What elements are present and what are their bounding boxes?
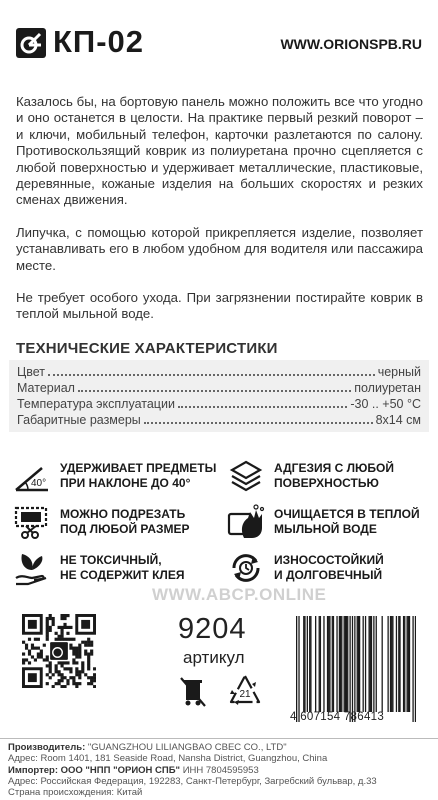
no-trash-bin-icon	[178, 676, 208, 708]
producer-line	[8, 742, 430, 753]
website-link[interactable]: WWW.ORIONSPB.RU	[280, 36, 422, 52]
angle-40-icon	[12, 456, 52, 496]
spec-row	[17, 364, 421, 380]
feature-item	[12, 502, 190, 542]
feature-item	[12, 548, 184, 588]
watermark: WWW.ABCP.ONLINE	[152, 585, 327, 604]
footer	[0, 738, 438, 800]
feature-label: МОЖНО ПОДРЕЗАТЬ	[60, 507, 186, 521]
importer-label: Импортер: ООО "НПП "ОРИОН СПБ"	[8, 764, 181, 776]
importer-address: Адрес: Российская Федерация, 192283, Санкт-Петербург, Загребский бульвар, д.33	[8, 775, 377, 787]
eco-leaf-icon	[12, 548, 52, 588]
spec-key: Температура эксплуатации	[17, 397, 175, 411]
header	[0, 0, 438, 88]
barcode	[296, 616, 416, 726]
article-label: артикул	[183, 648, 245, 667]
feature-label: ПОД ЛЮБОЙ РАЗМЕР	[60, 522, 190, 536]
producer-name: "GUANGZHOU LILIANGBAO CBEC CO., LTD"	[85, 742, 287, 753]
spec-key: Материал	[17, 381, 75, 395]
spec-row	[17, 396, 421, 412]
spec-value: 8х14 см	[375, 413, 421, 427]
description-paragraph: Казалось бы, на бортовую панель можно положить все что угодно и оно останется в целости. На практике первый резкий поворот – и ключи, мобильный телефон, карточки разлетаются по салону. Противоскользящий коврик из полиуретана прочно сцепляется с любой поверхностью и удерживает металлические, пластиковые, деревянные, кожаные изделия на больших скоростях и резких сменах движения.	[16, 94, 423, 208]
wash-hand-icon	[226, 502, 266, 542]
feature-item	[226, 456, 394, 496]
feature-label: МЫЛЬНОЙ ВОДЕ	[274, 522, 377, 536]
feature-label: УДЕРЖИВАЕТ ПРЕДМЕТЫ	[60, 461, 217, 475]
feature-item	[12, 456, 216, 496]
description-paragraph: Липучка, с помощью которой прикрепляется изделие, позволяет устанавливать его в любом удобном для водителя или пассажира месте.	[16, 224, 423, 273]
durable-cycle-icon	[226, 548, 266, 588]
feature-item	[226, 502, 420, 542]
feature-label: ОЧИЩАЕТСЯ В ТЕПЛОЙ	[274, 507, 420, 521]
spec-row	[17, 380, 421, 396]
spec-value: -30 .. +50 °С	[350, 397, 421, 411]
feature-label: НЕ ТОКСИЧНЫЙ,	[60, 553, 162, 567]
recycle-code: 21	[239, 689, 251, 700]
orion-logo-icon	[16, 28, 46, 58]
specs-title: ТЕХНИЧЕСКИЕ ХАРАКТЕРИСТИКИ	[16, 340, 278, 357]
spec-value: полиуретан	[354, 381, 421, 395]
spec-row	[17, 412, 421, 428]
specs-table	[9, 360, 429, 432]
feature-label: НЕ СОДЕРЖИТ КЛЕЯ	[60, 568, 185, 582]
feature-label: ПРИ НАКЛОНЕ ДО 40°	[60, 476, 191, 490]
svg-text:40°: 40°	[31, 478, 47, 489]
producer-label: Производитель:	[8, 742, 86, 753]
product-title: КП-02	[53, 24, 145, 59]
feature-label: АДГЕЗИЯ С ЛЮБОЙ	[274, 461, 394, 475]
qr-code[interactable]	[22, 614, 96, 688]
article-number: 9204	[178, 613, 247, 645]
recycle-icon	[226, 672, 264, 710]
cut-to-size-icon	[12, 502, 52, 542]
spec-value: черный	[377, 365, 421, 379]
importer-line	[8, 765, 430, 776]
feature-item	[226, 548, 384, 588]
layers-adhesion-icon	[226, 456, 266, 496]
description	[16, 94, 423, 339]
spec-key: Габаритные размеры	[17, 413, 141, 427]
description-paragraph: Не требует особого ухода. При загрязнении постирайте коврик в теплой мыльной воде.	[16, 290, 423, 322]
barcode-digits: 4 607154 786413	[290, 711, 385, 723]
spec-key: Цвет	[17, 365, 46, 379]
feature-label: ИЗНОСОСТОЙКИЙ	[274, 553, 384, 567]
feature-label: ПОВЕРХНОСТЬЮ	[274, 476, 379, 490]
feature-label: И ДОЛГОВЕЧНЫЙ	[274, 568, 383, 582]
producer-address: Адрес: Room 1401, 181 Seaside Road, Nansha District, Guangzhou, China	[8, 753, 328, 765]
origin-country: Страна происхождения: Китай	[8, 787, 143, 799]
importer-inn: ИНН 7804595953	[180, 764, 259, 776]
